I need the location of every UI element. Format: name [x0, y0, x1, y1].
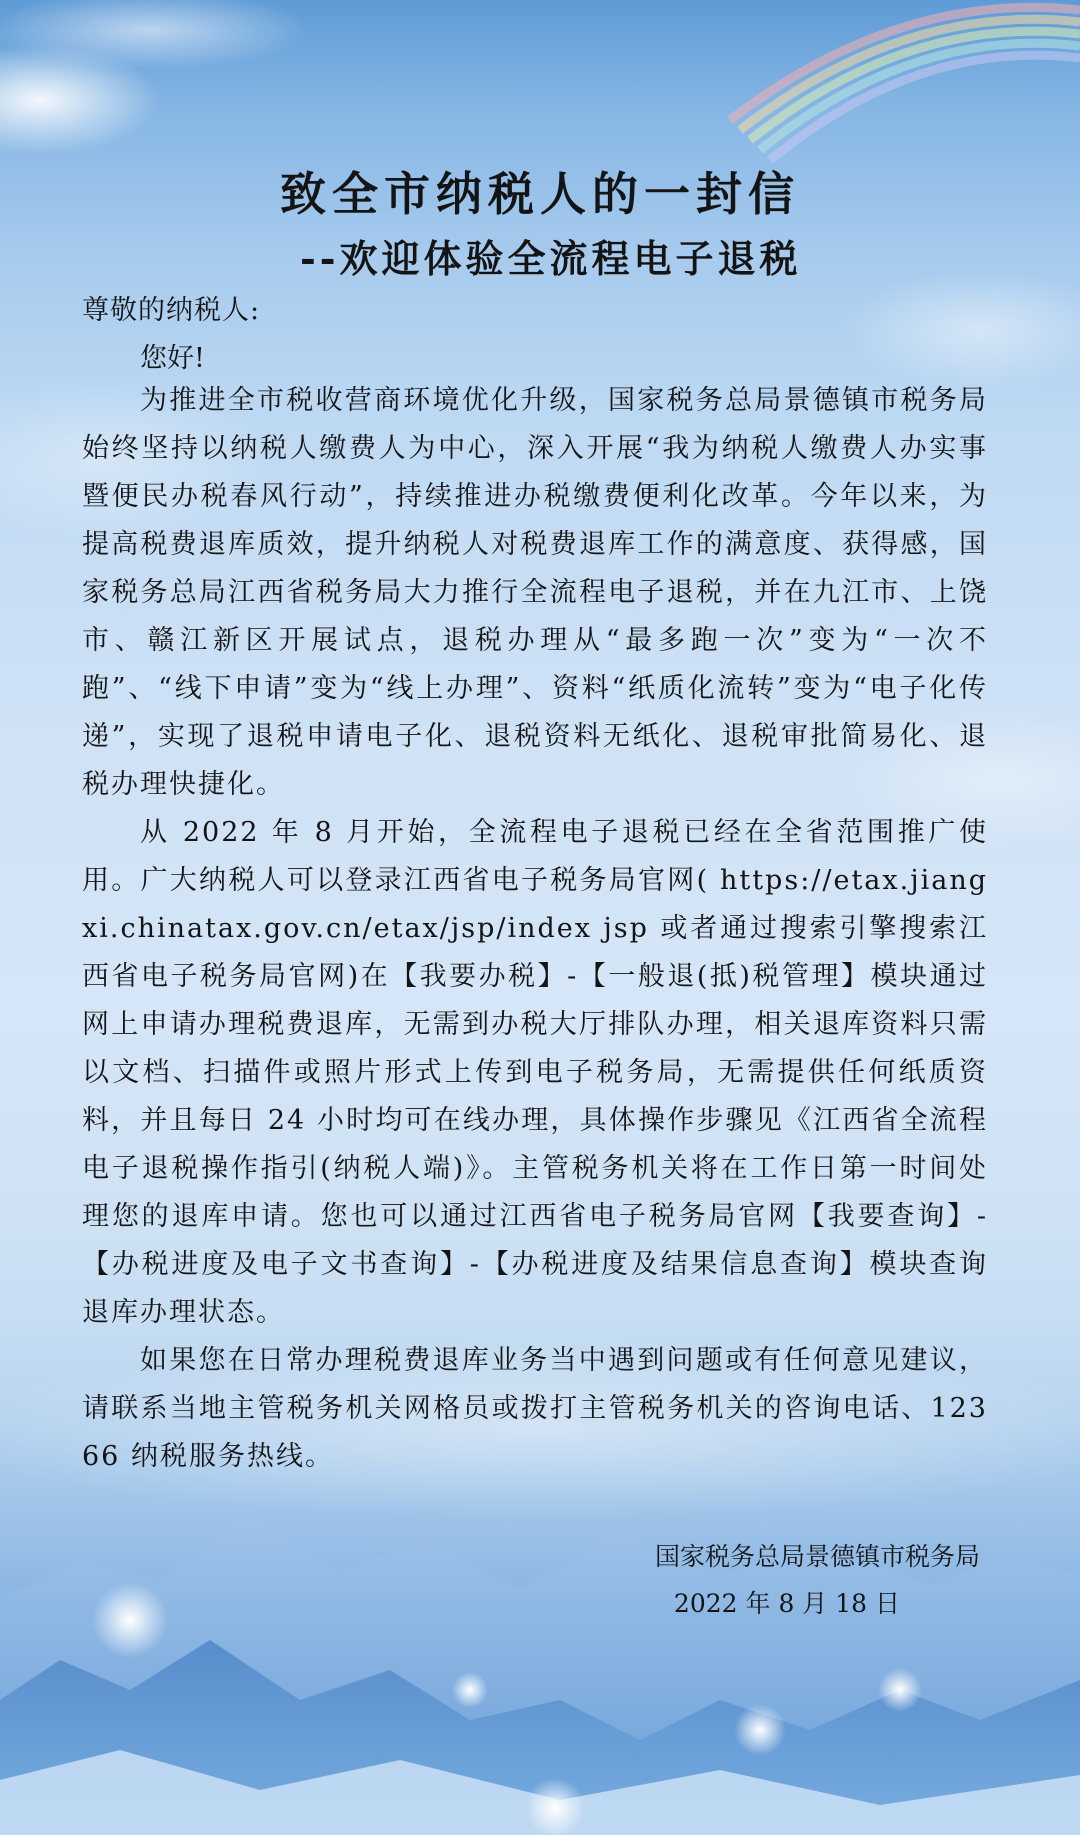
body-paragraph: 为推进全市税收营商环境优化升级，国家税务总局景德镇市税务局始终坚持以纳税人缴费人为中心，深入开展“我为纳税人缴费人办实事暨便民办税春风行动”，持续推进办税缴费便利化改革。今年以来，为提高税费退库质效，提升纳税人对税费退库工作的满意度、获得感，国家税务总局江西省税务局大力推行全流程电子退税，并在九江市、上饶市、赣江新区开展试点，退税办理从“最多跑一次”变为“一次不跑”、“线下申请”变为“线上办理”、资料“纸质化流转”变为“电子化传递”，实现了退税申请电子化、退税资料无纸化、退税审批简易化、退税办理快捷化。 [82, 385, 988, 800]
body-paragraph: 从 2022 年 8 月开始，全流程电子退税已经在全省范围推广使用。广大纳税人可以登录江西省电子税务局官网( https://etax.jiangxi.chinatax.gov.cn/etax/jsp/index jsp 或者通过搜索引擎搜索江西省电子税务局官网)在【我要办税】-【一般退(抵)税管理】模块通过网上申请办理税费退库，无需到办税大厅排队办理，相关退库资料只需以文档、扫描件或照片形式上传到电子税务局，无需提供任何纸质资料，并且每日 24 小时均可在线办理，具体操作步骤见《江西省全流程电子退税操作指引(纳税人端)》。主管税务机关将在工作日第一时间处理您的退库申请。您也可以通过江西省电子税务局官网【我要查询】-【办税进度及电子文书查询】-【办税进度及结果信息查询】模块查询退库办理状态。 [82, 817, 988, 1328]
rainbow-icon [730, 7, 1080, 160]
signature-date: 2022 年 8 月 18 日 [673, 1589, 900, 1618]
greeting: 您好! [140, 343, 205, 374]
letter-title: 致全市纳税人的一封信 [280, 167, 800, 221]
salutation: 尊敬的纳税人: [82, 295, 261, 326]
body-paragraph: 如果您在日常办理税费退库业务当中遇到问题或有任何意见建议，请联系当地主管税务机关网格员或拨打主管税务机关的咨询电话、12366 纳税服务热线。 [82, 1345, 988, 1472]
letter-subtitle: --欢迎体验全流程电子退税 [300, 236, 802, 281]
signature-organization: 国家税务总局景德镇市税务局 [654, 1542, 980, 1571]
